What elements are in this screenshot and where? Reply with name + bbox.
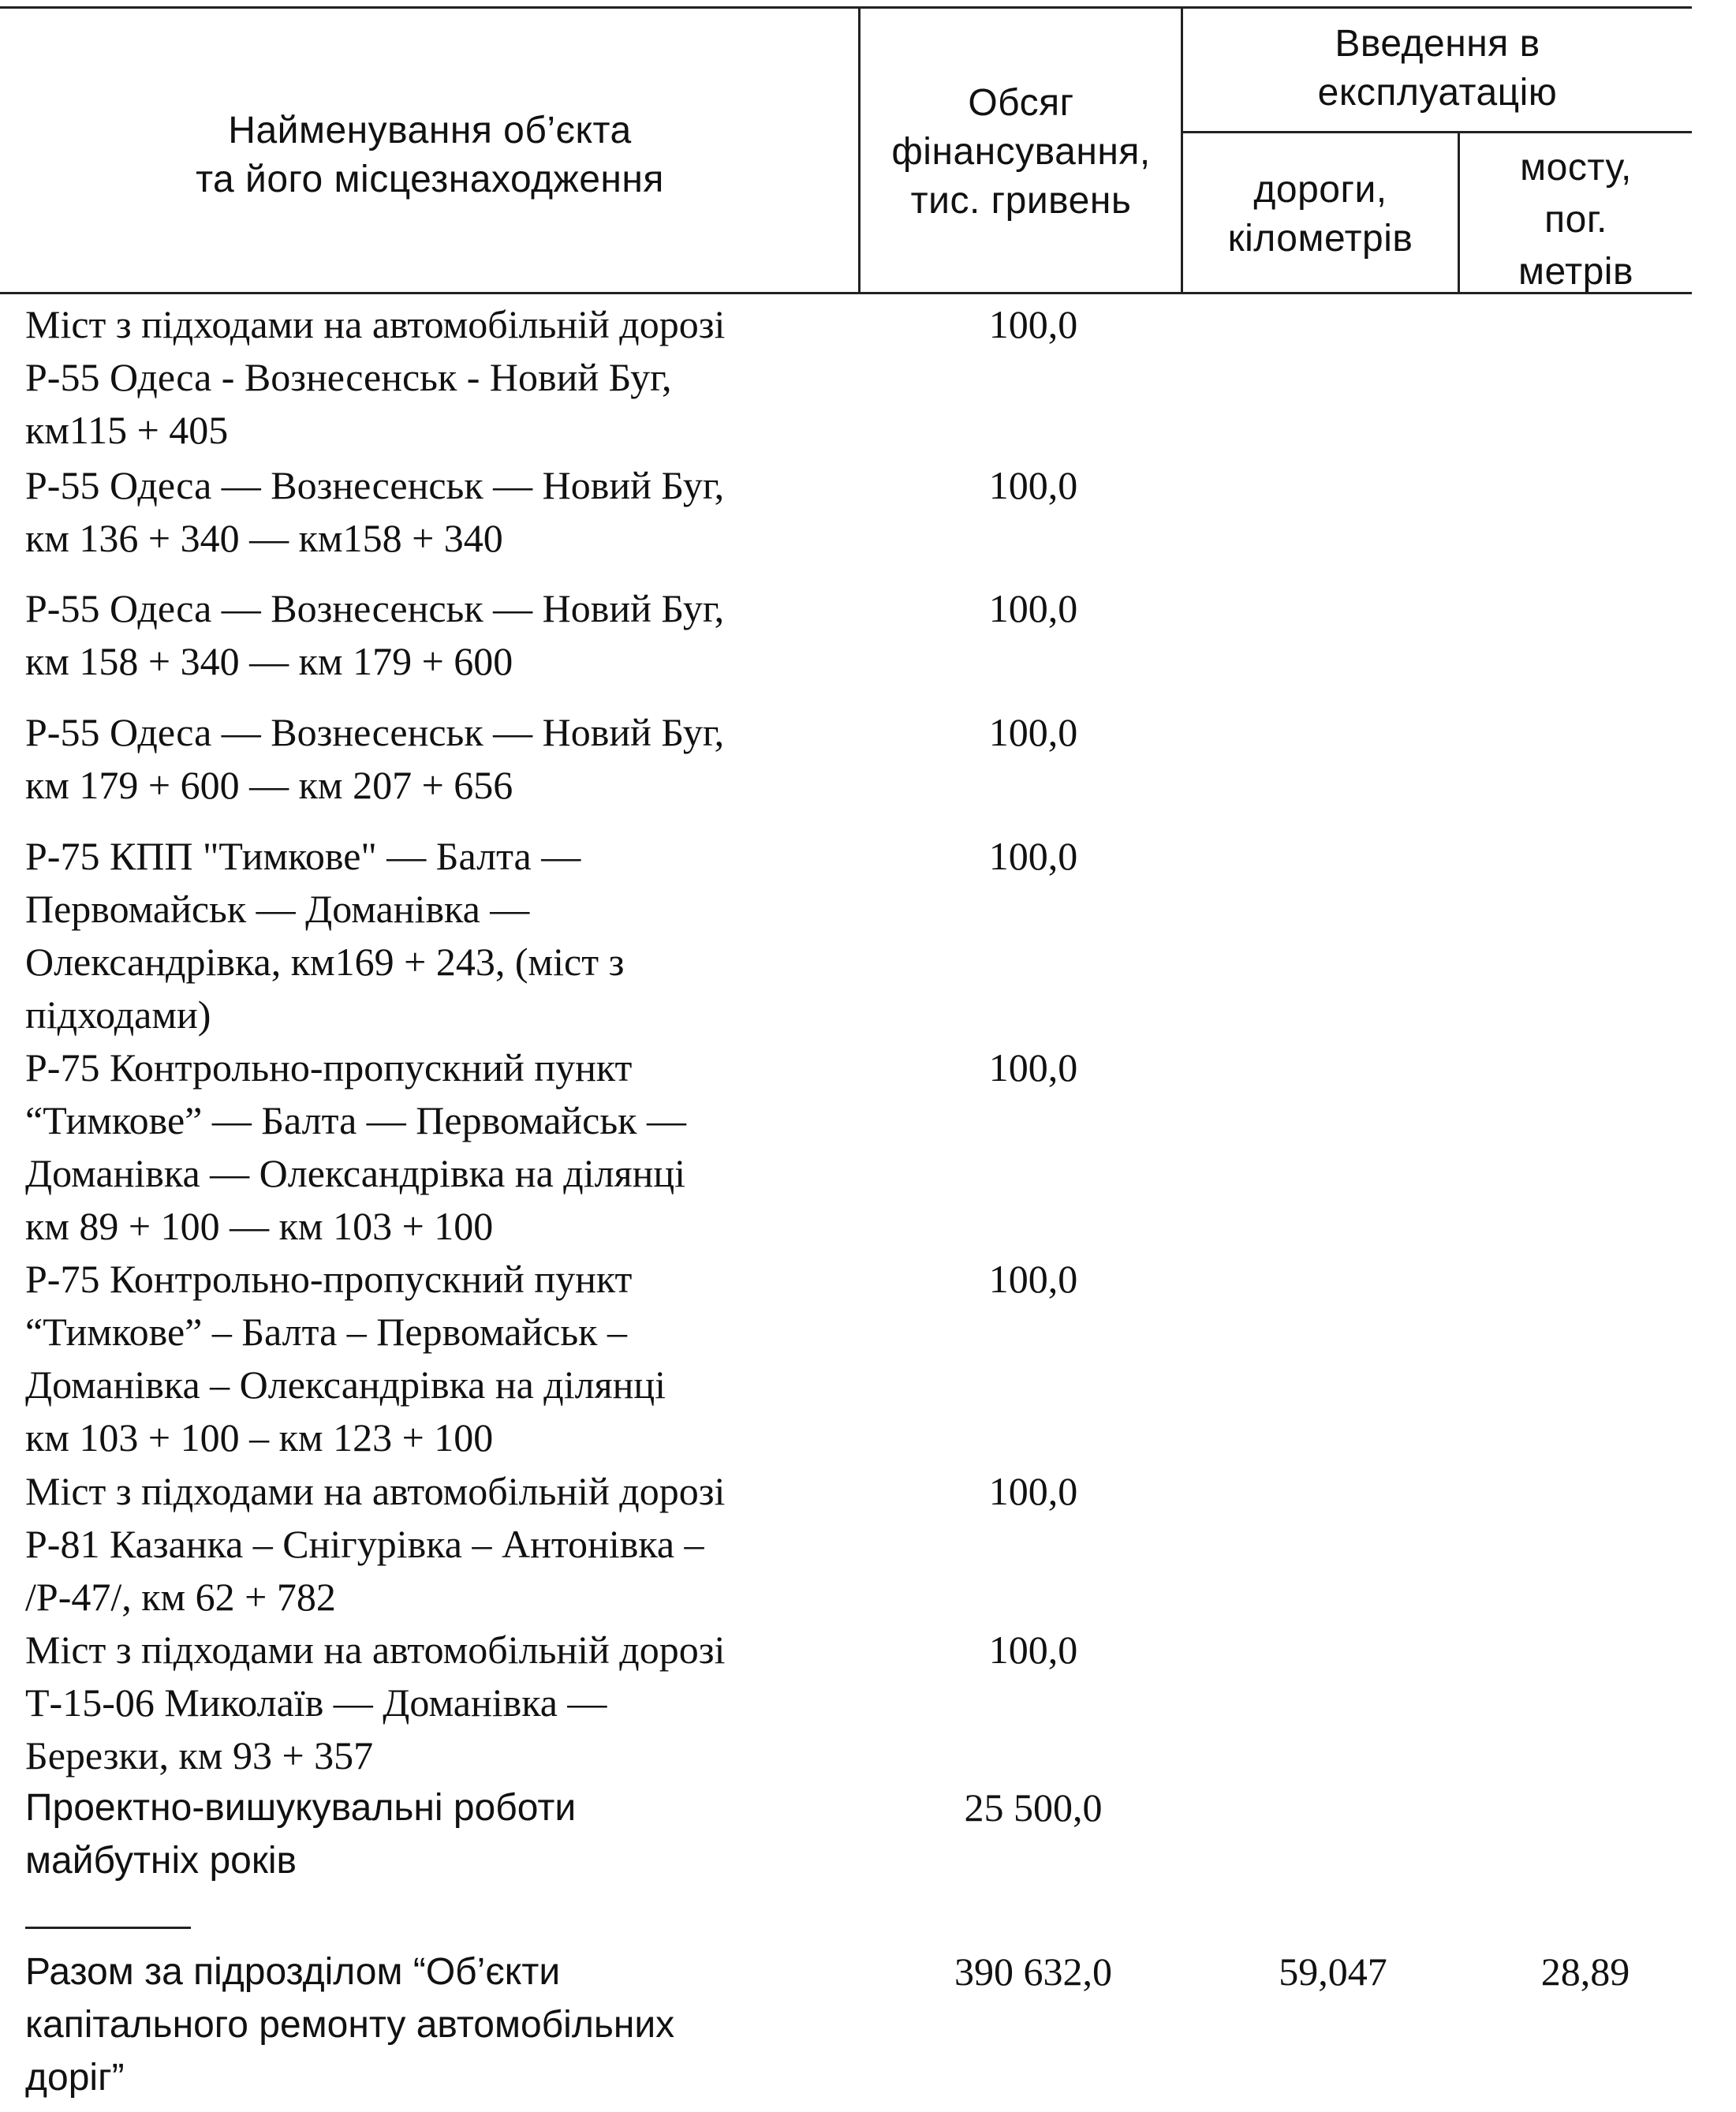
object-name: Р-75 Контрольно-пропускний пункт “Тимкове” — Балта — Первомайськ — Доманівка — Олександрівка на ділянці км 89 + 100 — км 103 + 100 [25, 1045, 686, 1248]
object-name: Проектно-вишукувальні роботи майбутніх років [25, 1787, 577, 1882]
object-name: Р-55 Одеса — Вознесенськ — Новий Буг, км 158 + 340 — км 179 + 600 [25, 586, 725, 683]
financing-amount: 100,0 [988, 1628, 1078, 1672]
header-roads-column: дороги, кілометрів [1227, 169, 1413, 260]
financing-amount: 100,0 [988, 1257, 1078, 1301]
total-label: Разом за підрозділом “Об’єкти капітального ремонту автомобільних доріг” [25, 1951, 675, 2099]
header-bottom-rule [0, 292, 1692, 294]
total-bridges-m: 28,89 [1540, 1949, 1630, 1994]
header-top-rule [0, 6, 1692, 9]
object-name: Р-75 КПП "Тимкове" — Балта — Первомайськ — Доманівка — Олександрівка, км169 + 243, (міст з підходами) [25, 834, 625, 1037]
object-name: Міст з підходами на автомобільній дорозі Т-15-06 Миколаїв — Доманівка — Березки, км 93 + 357 [25, 1628, 726, 1777]
financing-amount: 100,0 [988, 1469, 1078, 1513]
object-name: Міст з підходами на автомобільній дорозі Р-55 Одеса - Вознесенськ - Новий Буг, км115 + 405 [25, 302, 726, 452]
total-divider [25, 1927, 191, 1929]
header-amount-column: Обсяг фінансування, тис. гривень [891, 82, 1151, 222]
financing-amount: 100,0 [988, 302, 1078, 346]
financing-amount: 100,0 [988, 834, 1078, 878]
header-commissioning-column: Введення в експлуатацію [1317, 23, 1558, 114]
financing-amount: 100,0 [988, 586, 1078, 630]
financing-amount: 100,0 [988, 1045, 1078, 1090]
header-commissioning-rule [1181, 131, 1692, 133]
header-bridges-column: мосту, пог. метрів [1518, 147, 1633, 293]
object-name: Міст з підходами на автомобільній дорозі Р-81 Казанка – Снігурівка – Антонівка – /Р-47/, км 62 + 782 [25, 1469, 726, 1619]
financing-amount: 25 500,0 [964, 1785, 1103, 1830]
object-name: Р-75 Контрольно-пропускний пункт “Тимкове” – Балта – Первомайськ – Доманівка – Олександрівка на ділянці км 103 + 100 – км 123 + 100 [25, 1257, 666, 1460]
object-name: Р-55 Одеса — Вознесенськ — Новий Буг, км 136 + 340 — км158 + 340 [25, 463, 725, 560]
total-amount: 390 632,0 [954, 1949, 1112, 1994]
financing-amount: 100,0 [988, 710, 1078, 754]
total-roads-km: 59,047 [1279, 1949, 1387, 1994]
header-name-column: Найменування об’єкта та його місцезнаходження [196, 110, 664, 200]
header-divider-name-amount [858, 6, 861, 294]
financing-amount: 100,0 [988, 463, 1078, 507]
object-name: Р-55 Одеса — Вознесенськ — Новий Буг, км 179 + 600 — км 207 + 656 [25, 710, 725, 807]
